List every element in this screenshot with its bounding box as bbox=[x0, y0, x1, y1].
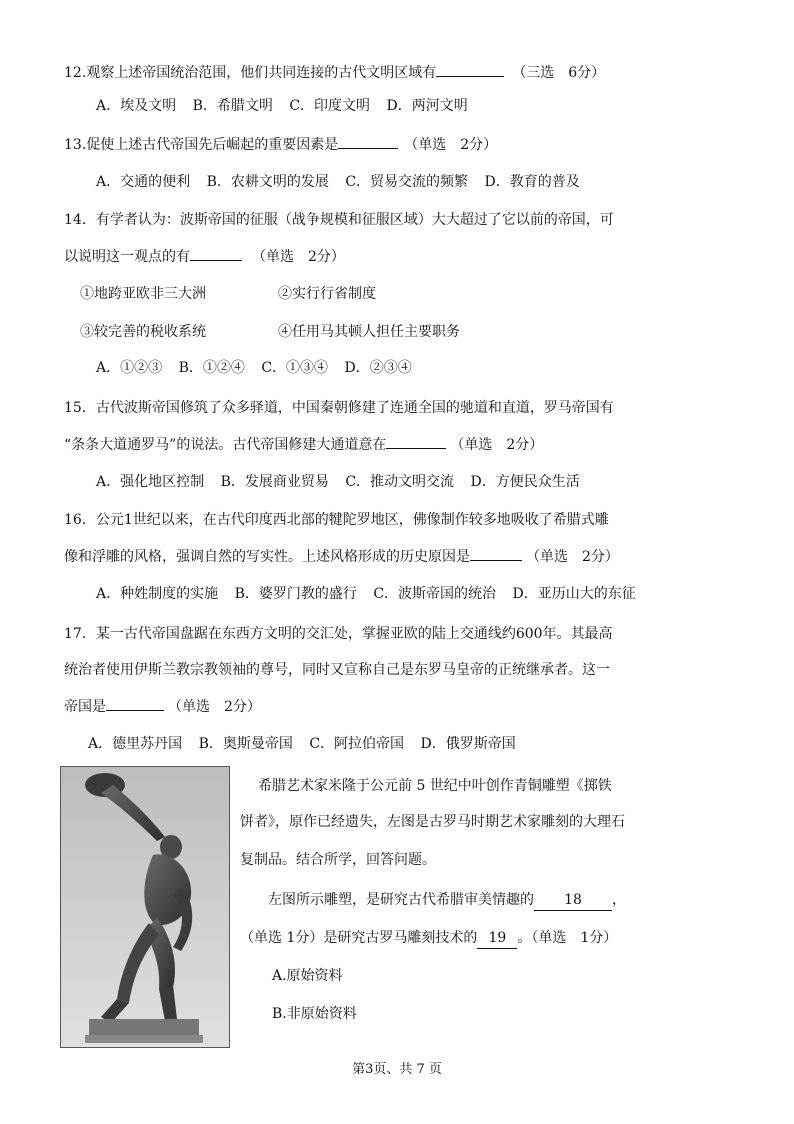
q16-stem-line2-text: 像和浮雕的风格，强调自然的写实性。上述风格形成的历史原因是 bbox=[64, 549, 470, 565]
statue-illustration bbox=[61, 767, 229, 1047]
q14-options bbox=[96, 358, 424, 378]
q15-option-a[interactable]: A．强化地区控制 bbox=[96, 474, 205, 490]
q16-option-b[interactable]: B．婆罗门教的盛行 bbox=[234, 586, 357, 602]
q16-note: （单选 2分） bbox=[526, 549, 619, 565]
q13-stem-text: 13.促使上述古代帝国先后崛起的重要因素是 bbox=[64, 137, 339, 153]
q12-stem bbox=[64, 62, 605, 83]
q17-option-a[interactable]: A．德里苏丹国 bbox=[88, 736, 183, 752]
q15-stem-line1: 15．古代波斯帝国修筑了众多驿道，中国秦朝修建了连通全国的驰道和直道，罗马帝国有 bbox=[64, 400, 614, 416]
q14-option-d[interactable]: D．②③④ bbox=[344, 360, 412, 376]
q14-item-2: ②实行行省制度 bbox=[278, 286, 376, 302]
q12-option-d[interactable]: D．两河文明 bbox=[386, 98, 468, 114]
q15-option-c[interactable]: C．推动文明交流 bbox=[345, 474, 455, 490]
passage-line1: 希腊艺术家米隆于公元前 5 世纪中叶创作青铜雕塑《掷铁 bbox=[258, 778, 612, 794]
q16-options bbox=[96, 584, 648, 604]
blank-18[interactable]: 18 bbox=[534, 890, 612, 911]
q15-note: （单选 2分） bbox=[450, 437, 544, 453]
q14-option-a[interactable]: A．①②③ bbox=[96, 360, 163, 376]
q14-stem-line1: 14．有学者认为：波斯帝国的征服（战争规模和征服区域）大大超过了它以前的帝国，可 bbox=[64, 212, 614, 228]
q12-option-b[interactable]: B．希腊文明 bbox=[192, 98, 273, 114]
q16-answer-blank[interactable] bbox=[470, 546, 522, 561]
q12-option-a[interactable]: A．埃及文明 bbox=[96, 98, 177, 114]
passage-option-b[interactable]: B.非原始资料 bbox=[272, 1006, 357, 1022]
q17-answer-blank[interactable] bbox=[106, 696, 164, 711]
q17-option-b[interactable]: B．奥斯曼帝国 bbox=[198, 736, 293, 752]
discobolus-statue-image bbox=[60, 766, 230, 1048]
q17-options bbox=[88, 734, 528, 754]
q13-option-b[interactable]: B．农耕文明的发展 bbox=[206, 174, 329, 190]
q13-option-c[interactable]: C．贸易交流的频繁 bbox=[345, 174, 469, 190]
q13-option-a[interactable]: A．交通的便利 bbox=[96, 174, 191, 190]
q17-option-d[interactable]: D．俄罗斯帝国 bbox=[420, 736, 516, 752]
q16-option-c[interactable]: C．波斯帝国的统治 bbox=[373, 586, 497, 602]
q14-item-1: ①地跨亚欧非三大洲 bbox=[80, 286, 206, 302]
q15-stem-line2-text: “条条大道通罗马”的说法。古代帝国修建大通道意在 bbox=[64, 437, 387, 453]
q14-item-3: ③较完善的税收系统 bbox=[80, 324, 206, 340]
passage-line5-end: 。（单选 1分） bbox=[517, 930, 618, 946]
q17-stem-line2: 统治者使用伊斯兰教宗教领袖的尊号，同时又宣称自己是东罗马皇帝的正统继承者。这一 bbox=[64, 662, 610, 678]
q17-note: （单选 2分） bbox=[168, 699, 261, 715]
q15-stem-line2 bbox=[64, 434, 543, 455]
q12-options bbox=[96, 96, 480, 116]
q13-options bbox=[96, 172, 592, 192]
passage-line3: 复制品。结合所学，回答问题。 bbox=[240, 852, 436, 868]
blank-19[interactable]: 19 bbox=[477, 928, 517, 949]
q14-option-c[interactable]: C．①③④ bbox=[261, 360, 329, 376]
passage-line5 bbox=[240, 928, 617, 949]
q14-answer-blank[interactable] bbox=[190, 246, 242, 261]
q15-options bbox=[96, 472, 592, 492]
q16-stem-line2 bbox=[64, 546, 619, 567]
q16-option-d[interactable]: D．亚历山大的东征 bbox=[512, 586, 636, 602]
q15-option-b[interactable]: B．发展商业贸易 bbox=[220, 474, 329, 490]
q12-answer-blank[interactable] bbox=[436, 62, 504, 77]
q17-stem-line3 bbox=[64, 696, 261, 717]
q14-stem-line2-text: 以说明这一观点的有 bbox=[64, 249, 190, 265]
passage-line2: 饼者》，原作已经遗失，左图是古罗马时期艺术家雕刻的大理石 bbox=[240, 814, 625, 830]
q14-stem-line2 bbox=[64, 246, 345, 267]
q15-option-d[interactable]: D．方便民众生活 bbox=[470, 474, 580, 490]
q13-option-d[interactable]: D．教育的普及 bbox=[484, 174, 580, 190]
q14-item-4: ④任用马其顿人担任主要职务 bbox=[278, 324, 460, 340]
q15-answer-blank[interactable] bbox=[386, 434, 446, 449]
q12-note: （三选 6分） bbox=[512, 65, 606, 81]
q16-option-a[interactable]: A．种姓制度的实施 bbox=[96, 586, 219, 602]
passage-line4 bbox=[268, 890, 626, 911]
passage-option-a[interactable]: A.原始资料 bbox=[272, 968, 343, 984]
q12-option-c[interactable]: C．印度文明 bbox=[289, 98, 371, 114]
q14-option-b[interactable]: B．①②④ bbox=[178, 360, 245, 376]
passage-line4-text: 左图所示雕塑，是研究古代希腊审美情趣的 bbox=[268, 892, 534, 908]
q13-note: （单选 2分） bbox=[404, 137, 498, 153]
q12-stem-text: 12.观察上述帝国统治范围，他们共同连接的古代文明区域有 bbox=[64, 65, 437, 81]
q17-option-c[interactable]: C．阿拉伯帝国 bbox=[309, 736, 405, 752]
q16-stem-line1: 16．公元1世纪以来，在古代印度西北部的犍陀罗地区，佛像制作较多地吸收了希腊式雕 bbox=[64, 512, 609, 528]
passage-line5-text: （单选 1分）是研究古罗马雕刻技术的 bbox=[240, 930, 478, 946]
passage-line4-end: ， bbox=[612, 892, 626, 908]
page-footer: 第3页、共 7 页 bbox=[352, 1062, 442, 1077]
q17-stem-line3-text: 帝国是 bbox=[64, 699, 106, 715]
q13-answer-blank[interactable] bbox=[338, 134, 398, 149]
q14-note: （单选 2分） bbox=[252, 249, 345, 265]
q17-stem-line1: 17．某一古代帝国盘踞在东西方文明的交汇处，掌握亚欧的陆上交通线约600年。其最高 bbox=[64, 626, 613, 642]
q13-stem bbox=[64, 134, 497, 155]
